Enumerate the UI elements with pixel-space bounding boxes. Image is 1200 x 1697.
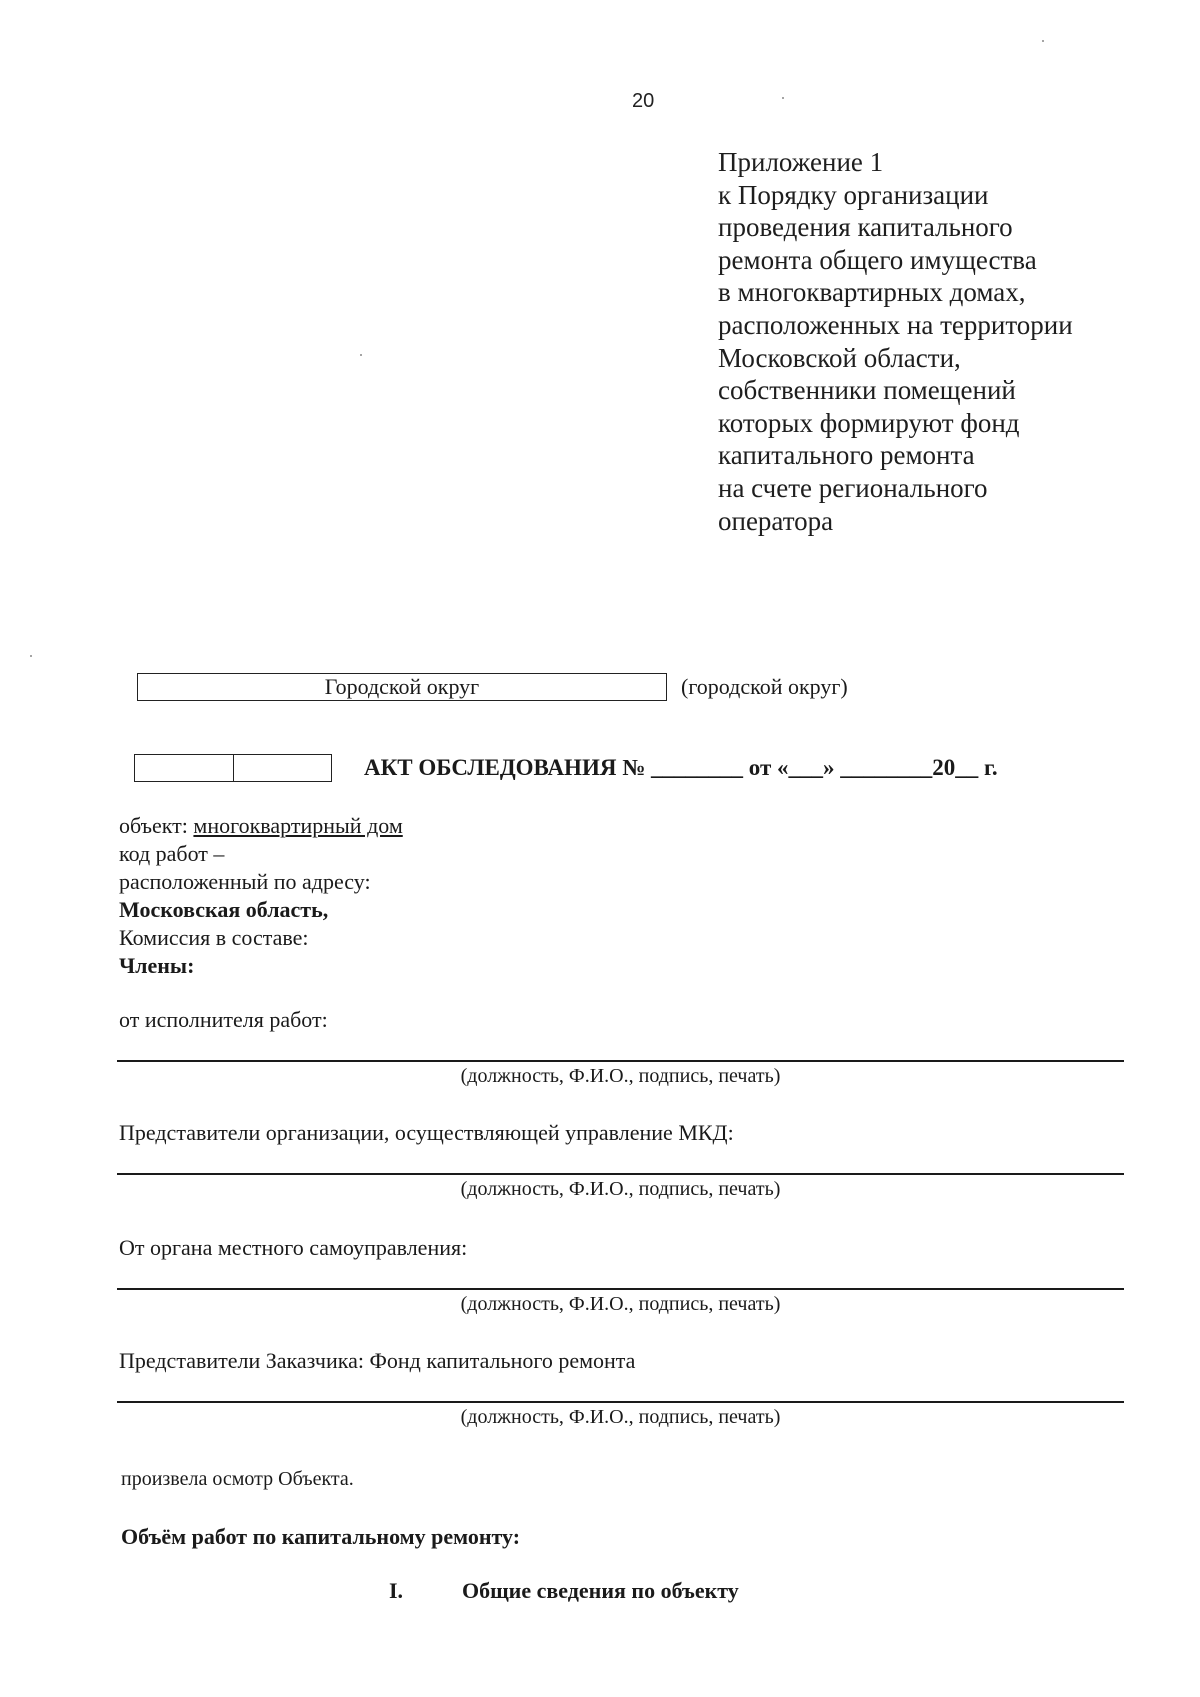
appendix-line: на счете регионального (718, 472, 988, 503)
appendix-line: в многоквартирных домах, (718, 277, 1026, 308)
act-title: АКТ ОБСЛЕДОВАНИЯ № ________ от «___» ________20__ г. (364, 755, 998, 780)
local-government-signature-caption: (должность, Ф.И.О., подпись, печать) (460, 1293, 781, 1315)
contractor-signature-line[interactable] (117, 1060, 1124, 1062)
local-government-label: От органа местного самоуправления: (119, 1235, 468, 1260)
management-signature-line[interactable] (117, 1173, 1124, 1175)
contractor-label: от исполнителя работ: (119, 1007, 328, 1032)
customer-signature-caption: (должность, Ф.И.О., подпись, печать) (460, 1406, 781, 1428)
district-hint: (городской округ) (681, 674, 848, 699)
appendix-line: капитального ремонта (718, 440, 975, 471)
appendix-header (718, 146, 1158, 537)
appendix-line: к Порядку организации (718, 179, 989, 210)
object-line (119, 812, 403, 840)
region-line: Московская область, (119, 897, 329, 922)
scope-title: Объём работ по капитальному ремонту: (121, 1524, 521, 1549)
scan-speck (782, 97, 784, 99)
appendix-line: Московской области, (718, 342, 961, 373)
work-code-line: код работ – (119, 841, 225, 866)
appendix-line: расположенных на территории (718, 309, 1073, 340)
act-code-cell[interactable] (233, 755, 332, 781)
customer-signature-line[interactable] (117, 1401, 1124, 1403)
appendix-line: которых формируют фонд (718, 407, 1020, 438)
district-row (137, 671, 848, 703)
object-label: объект: (119, 813, 194, 838)
contractor-signature-caption: (должность, Ф.И.О., подпись, печать) (460, 1065, 781, 1087)
general-section-heading (389, 1578, 739, 1604)
appendix-line: собственники помещений (718, 375, 1016, 406)
object-value: многоквартирный дом (193, 813, 403, 838)
act-title-row (134, 752, 998, 784)
general-section-title: Общие сведения по объекту (462, 1578, 739, 1603)
members-line: Члены: (119, 953, 195, 978)
appendix-line: ремонта общего имущества (718, 244, 1037, 275)
customer-label: Представители Заказчика: Фонд капитального ремонта (119, 1348, 636, 1373)
appendix-line: проведения капитального (718, 212, 1013, 243)
page-number: 20 (632, 90, 655, 112)
act-code-cell[interactable] (135, 755, 233, 781)
district-field[interactable]: Городской округ (137, 673, 667, 701)
management-label: Представители организации, осуществляющей управление МКД: (119, 1120, 734, 1145)
scan-speck (1042, 40, 1044, 42)
commission-line: Комиссия в составе: (119, 925, 309, 950)
management-signature-caption: (должность, Ф.И.О., подпись, печать) (460, 1178, 781, 1200)
appendix-line: оператора (718, 505, 834, 536)
local-government-signature-line[interactable] (117, 1288, 1124, 1290)
inspection-text: произвела осмотр Объекта. (121, 1468, 354, 1490)
act-code-box[interactable] (134, 754, 332, 782)
scan-speck (30, 655, 32, 657)
appendix-line: Приложение 1 (718, 147, 884, 177)
object-fields (119, 812, 403, 980)
scan-speck (360, 354, 362, 356)
general-section-number: I. (389, 1578, 404, 1603)
address-label: расположенный по адресу: (119, 869, 371, 894)
